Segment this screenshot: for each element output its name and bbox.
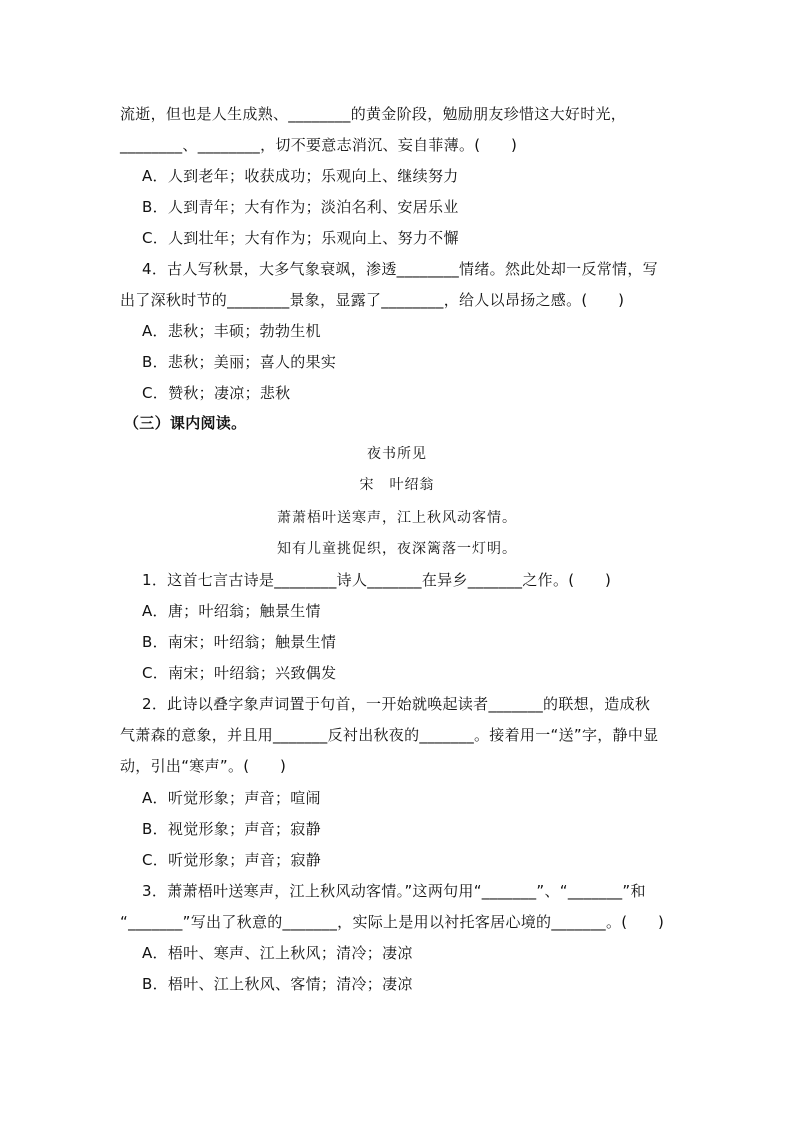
question-line: “_______”写出了秋意的_______，实际上是用以衬托客居心境的_______。( ) [120,913,665,931]
poem-title: 夜书所见 [367,446,427,462]
answer-option: C．赞秋；凄凉；悲秋 [142,384,291,402]
answer-option: B．人到青年；大有作为；淡泊名利、安居乐业 [142,198,459,216]
answer-option: A．唐；叶绍翁；触景生情 [142,602,321,620]
question-line: 4．古人写秋景，大多气象衰飒，渗透________情绪。然此处却一反常情，写 [142,260,658,278]
answer-option: A．梧叶、寒声、江上秋风；清冷；凄凉 [142,944,413,962]
answer-option: C．南宋；叶绍翁；兴致偶发 [142,664,337,682]
question-line: 气萧森的意象，并且用_______反衬出秋夜的_______。接着用一“送”字，静中显 [120,726,659,744]
poem-verse: 萧萧梧叶送寒声，江上秋风动客情。 [277,510,517,526]
question-line: 1．这首七言古诗是________诗人_______在异乡_______之作。( ) [142,571,612,589]
answer-option: B．南宋；叶绍翁；触景生情 [142,633,337,651]
poem-verse: 知有儿童挑促织，夜深篱落一灯明。 [277,541,517,557]
question-line: 3．萧萧梧叶送寒声，江上秋风动客情。”这两句用“_______”、“_______”和 [142,882,646,900]
answer-option: C．人到壮年；大有作为；乐观向上、努力不懈 [142,229,459,247]
question-line: 动，引出“寒声”。( ) [120,757,287,775]
answer-option: B．悲秋；美丽；喜人的果实 [142,353,337,371]
answer-option: B．梧叶、江上秋风、客情；清冷；凄凉 [142,975,413,993]
answer-option: A．悲秋；丰硕；勃勃生机 [142,322,321,340]
answer-option: C．听觉形象；声音；寂静 [142,851,322,869]
poem-author: 宋 叶绍翁 [359,477,435,493]
answer-option: A．听觉形象；声音；喧闹 [142,789,321,807]
paragraph-line: ________、________，切不要意志消沉、妄自菲薄。( ) [120,136,518,154]
question-line: 2．此诗以叠字象声词置于句首，一开始就唤起读者_______的联想，造成秋 [142,695,651,713]
paragraph-line: 流逝，但也是人生成熟、________的黄金阶段，勉励朋友珍惜这大好时光， [120,105,627,123]
answer-option: B．视觉形象；声音；寂静 [142,820,321,838]
answer-option: A．人到老年；收获成功；乐观向上、继续努力 [142,167,459,185]
section-heading: （三）课内阅读。 [124,414,247,432]
question-line: 出了深秋时节的________景象，显露了________，给人以昂扬之感。( ) [120,291,625,309]
